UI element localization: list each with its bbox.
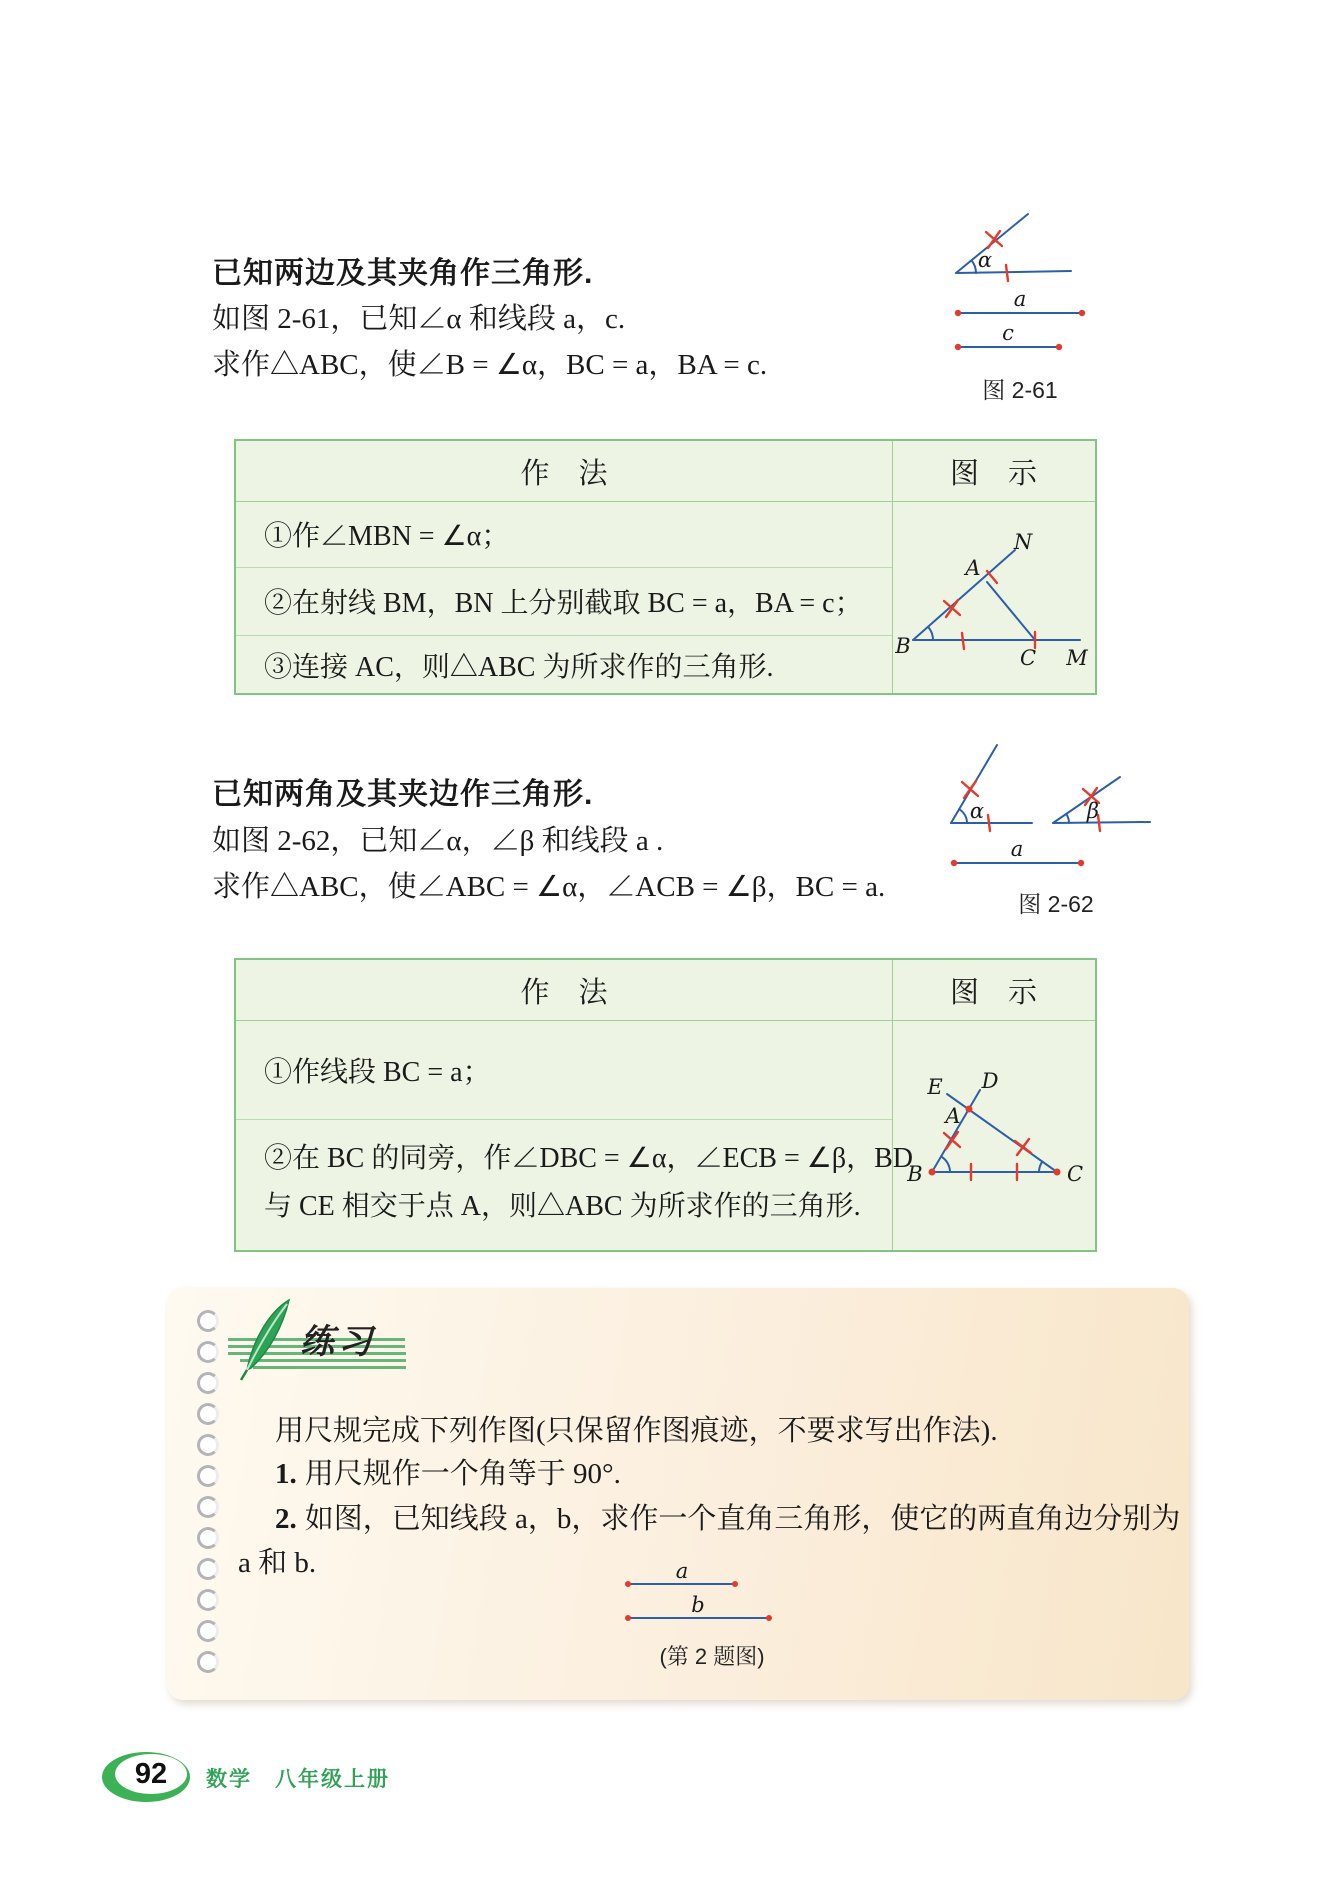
fig62-beta-label: β — [1086, 799, 1100, 823]
practice-item-1 — [275, 1451, 621, 1492]
table1-figure-tick-BC — [962, 633, 964, 649]
fig61-horizontal-ray — [956, 271, 1071, 273]
binding-hole — [197, 1558, 219, 1580]
exercise-endpoint — [766, 1615, 772, 1621]
fig61-endpoint — [955, 344, 961, 350]
construction-table-1 — [234, 439, 1097, 695]
table2-figure-angle-arc-C — [1039, 1162, 1042, 1173]
footer-book-title: 数学 八年级上册 — [206, 1768, 390, 1791]
table2-figure-angle-arc-B — [941, 1157, 950, 1173]
table1-step-2: ②在射线 BM，BN 上分别截取 BC = a，BA = c； — [264, 588, 863, 619]
fig62-beta-horizontal-ray — [1053, 822, 1150, 823]
fig61-alpha-label: α — [977, 248, 993, 272]
fig61-endpoint — [1079, 310, 1085, 316]
item1-number: 1. — [275, 1458, 297, 1490]
exercise-figure — [610, 1566, 790, 1638]
fig61-tick-mark — [1006, 265, 1008, 281]
practice-intro: 用尺规完成下列作图(只保留作图痕迹，不要求写出作法). — [275, 1415, 998, 1447]
table2-figure-point-A — [966, 1106, 973, 1113]
table2-figure-E-label: E — [927, 1075, 943, 1099]
fig62-alpha-label: α — [969, 799, 985, 823]
fig61-endpoint — [955, 310, 961, 316]
exercise-endpoint — [625, 1615, 631, 1621]
table1-figure-B-label: B — [895, 634, 911, 658]
practice-item-2 — [275, 1496, 1180, 1537]
practice-title: 练习 — [300, 1323, 376, 1361]
table2-figure — [895, 1020, 1095, 1250]
table1-figure-N-label: N — [1013, 530, 1033, 554]
practice-panel — [167, 1288, 1189, 1700]
table2-step-2-line2: 与 CE 相交于点 A，则△ABC 为所求作的三角形. — [264, 1191, 861, 1222]
binding-hole — [197, 1465, 219, 1487]
section1-heading: 已知两边及其夹角作三角形. — [212, 257, 594, 290]
fig61-angle-arc — [972, 260, 977, 273]
table2-header-method: 作 法 — [520, 976, 608, 1009]
binding-hole — [197, 1434, 219, 1456]
table1-step-1: ①作∠MBN = ∠α； — [264, 521, 510, 552]
binding-hole — [197, 1372, 219, 1394]
exercise-endpoint — [625, 1581, 631, 1587]
figure-2-61-caption: 图 2-61 — [982, 377, 1058, 403]
binding-hole — [197, 1496, 219, 1518]
exercise-figure-caption: (第 2 题图) — [659, 1644, 765, 1669]
table2-figure-A-label: A — [945, 1104, 961, 1128]
table2-header-figure: 图 示 — [949, 976, 1037, 1009]
page-number-badge — [102, 1752, 190, 1802]
table2-figure-ray-CE — [947, 1094, 1057, 1172]
page-number: 92 — [115, 1754, 187, 1794]
table1-figure-C-label: C — [1019, 646, 1037, 670]
table1-step-3: ③连接 AC，则△ABC 为所求作的三角形. — [264, 652, 774, 683]
table2-step-1: ①作线段 BC = a； — [264, 1056, 491, 1088]
binding-hole — [197, 1527, 219, 1549]
binding-hole — [197, 1341, 219, 1363]
figure-2-62-caption: 图 2-62 — [1018, 891, 1094, 917]
figure-2-61 — [940, 168, 1120, 363]
table1-column-divider — [892, 441, 893, 693]
fig62-alpha-tick — [988, 815, 990, 831]
fig62-a-label: a — [1010, 837, 1024, 861]
table2-figure-C-label: C — [1066, 1162, 1084, 1186]
binding-hole — [197, 1620, 219, 1642]
binding-hole — [197, 1310, 219, 1332]
table1-figure — [895, 505, 1095, 695]
table1-figure-angle-arc — [929, 628, 933, 640]
fig61-endpoint — [1056, 344, 1062, 350]
item2-number: 2. — [275, 1503, 297, 1535]
fig62-alpha-cross-mark — [964, 781, 976, 798]
fig62-alpha-arc — [959, 809, 967, 823]
item2-text: 如图，已知线段 a，b，求作一个直角三角形，使它的两直角边分别为 — [304, 1503, 1181, 1535]
table2-figure-ray-BD — [932, 1090, 980, 1172]
section2-line2: 如图 2-62，已知∠α，∠β 和线段 a . — [212, 825, 664, 857]
binding-hole — [197, 1651, 219, 1673]
table1-figure-A-label: A — [965, 556, 981, 580]
construction-table-2 — [234, 958, 1097, 1252]
fig62-beta-arc — [1066, 814, 1069, 823]
table2-step-2-line1: ②在 BC 的同旁，作∠DBC = ∠α，∠ECB = ∠β，BD — [264, 1143, 913, 1174]
section1-line2: 如图 2-61，已知∠α 和线段 a，c. — [212, 303, 626, 335]
section2-heading: 已知两角及其夹边作三角形. — [212, 778, 594, 811]
section1-line3: 求作△ABC，使∠B = ∠α，BC = a，BA = c. — [212, 349, 768, 381]
table2-figure-B-label: B — [907, 1162, 923, 1186]
exercise-b-label: b — [691, 1593, 705, 1617]
table2-column-divider — [892, 960, 893, 1250]
table1-header-figure: 图 示 — [949, 457, 1037, 490]
table2-figure-cross-mark-BA — [946, 1132, 958, 1149]
table2-figure-cross-mark-CA — [1017, 1139, 1029, 1155]
fig61-a-label: a — [1013, 287, 1027, 311]
binding-hole — [197, 1403, 219, 1425]
figure-2-62 — [933, 728, 1173, 878]
table2-row-divider — [236, 1119, 892, 1120]
fig61-c-label: c — [1002, 321, 1014, 345]
table2-figure-point-B — [929, 1169, 936, 1176]
practice-item-2-continued: a 和 b. — [238, 1547, 317, 1579]
table1-figure-tick-A — [987, 571, 997, 583]
fig62-endpoint — [1078, 860, 1084, 866]
fig62-endpoint — [951, 860, 957, 866]
exercise-a-label: a — [675, 1566, 689, 1583]
item1-text: 用尺规作一个角等于 90°. — [304, 1458, 621, 1490]
binding-hole — [197, 1589, 219, 1611]
exercise-endpoint — [732, 1581, 738, 1587]
feather-icon — [233, 1296, 297, 1382]
table1-figure-ray-BN — [913, 550, 1015, 640]
section2-line3: 求作△ABC，使∠ABC = ∠α，∠ACB = ∠β，BC = a. — [212, 871, 886, 903]
table2-figure-point-C — [1054, 1169, 1061, 1176]
table1-figure-segment-AC — [987, 582, 1035, 640]
table1-figure-M-label: M — [1066, 646, 1088, 670]
table1-header-method: 作 法 — [520, 457, 608, 490]
table2-figure-D-label: D — [981, 1069, 999, 1093]
